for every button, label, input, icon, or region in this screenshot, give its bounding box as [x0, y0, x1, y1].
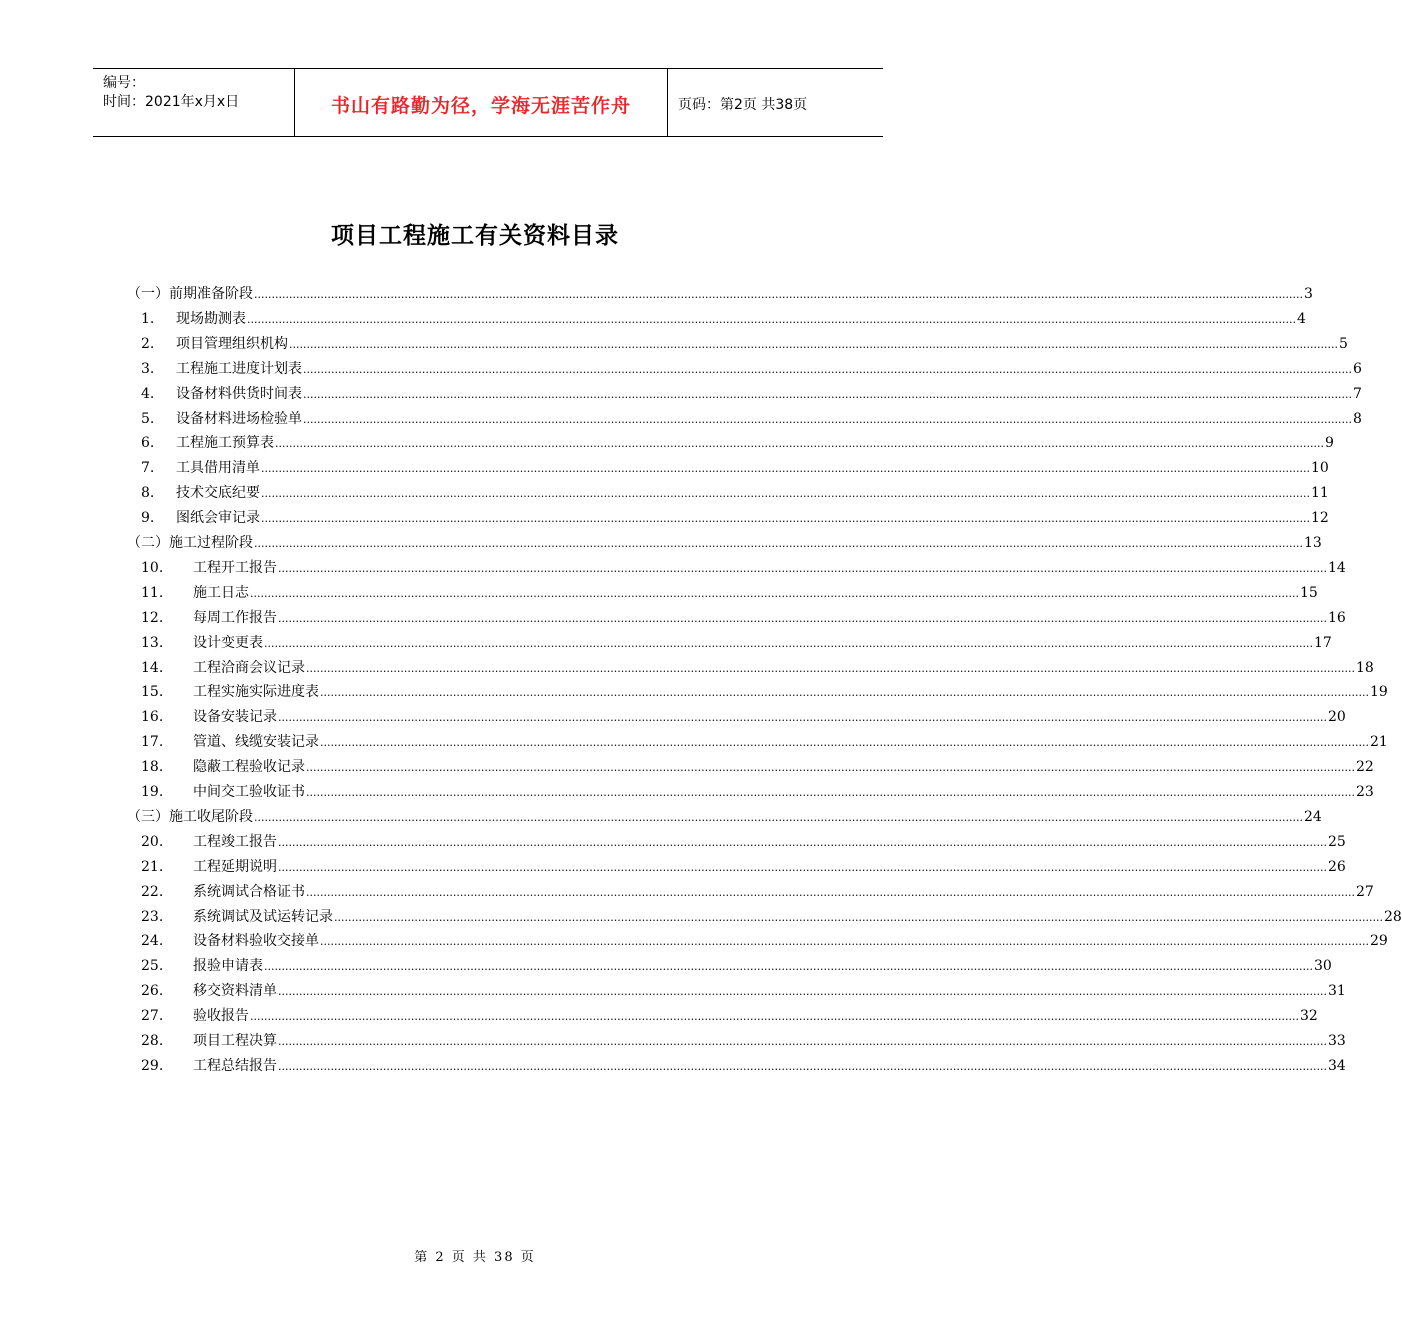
- toc-entry[interactable]: [0, 608, 1346, 632]
- toc-entry-label: 验收报告: [193, 1008, 249, 1025]
- toc-entry-label: 工程洽商会议记录: [193, 659, 305, 676]
- toc-entry-page-number: 5: [1338, 335, 1348, 352]
- toc-entry-line: [193, 956, 1332, 977]
- toc-entry-number: 15.: [141, 684, 164, 701]
- toc-entry[interactable]: [0, 334, 1348, 358]
- toc-entry-number: 13.: [141, 634, 164, 651]
- toc-entry-label: 项目管理组织机构: [176, 335, 288, 352]
- toc-entry-number: 3.: [141, 360, 155, 377]
- toc-entry[interactable]: [0, 284, 1313, 308]
- toc-entry-number: 26.: [141, 983, 164, 1000]
- toc-leader-dots: ............................................................................................................................................................................................................................................................................................................: [303, 412, 1352, 426]
- toc-leader-dots: ............................................................................................................................................................................................................................................................................................................: [264, 636, 1313, 650]
- toc-leader-dots: ............................................................................................................................................................................................................................................................................................................: [278, 561, 1327, 575]
- toc-entry[interactable]: [0, 359, 1362, 383]
- toc-leader-dots: ............................................................................................................................................................................................................................................................................................................: [250, 586, 1299, 600]
- toc-entry-number: 1.: [141, 310, 155, 327]
- toc-entry-label: 工程总结报告: [193, 1057, 277, 1074]
- toc-entry-label: （三）施工收尾阶段: [127, 808, 253, 825]
- toc-entry-label: 技术交底纪要: [176, 485, 260, 502]
- toc-entry-line: [193, 682, 1388, 703]
- toc-leader-dots: ............................................................................................................................................................................................................................................................................................................: [320, 736, 1369, 750]
- toc-entry-label: 工程实施实际进度表: [193, 684, 319, 701]
- toc-entry-number: 14.: [141, 659, 164, 676]
- toc-entry[interactable]: [0, 583, 1318, 607]
- toc-entry-page-number: 24: [1303, 808, 1322, 825]
- toc-entry-number: 9.: [141, 510, 155, 527]
- toc-entry-line: [193, 1031, 1346, 1052]
- toc-entry-number: 12.: [141, 609, 164, 626]
- toc-leader-dots: ............................................................................................................................................................................................................................................................................................................: [278, 835, 1327, 849]
- toc-leader-dots: ............................................................................................................................................................................................................................................................................................................: [264, 960, 1313, 974]
- header-motto: 书山有路勤为径，学海无涯苦作舟: [330, 95, 631, 117]
- header-meta-cell: [93, 69, 295, 136]
- toc-entry-page-number: 25: [1327, 833, 1346, 850]
- toc-leader-dots: ............................................................................................................................................................................................................................................................................................................: [320, 686, 1369, 700]
- page-footer: 第 2 页 共 38 页: [414, 1250, 536, 1265]
- toc-leader-dots: ............................................................................................................................................................................................................................................................................................................: [254, 810, 1303, 824]
- toc-entry-number: 23.: [141, 908, 164, 925]
- toc-entry-number: 24.: [141, 933, 164, 950]
- toc-entry-label: 工程施工进度计划表: [176, 360, 302, 377]
- toc-entry-label: 隐蔽工程验收记录: [193, 759, 305, 776]
- toc-entry-label: 报验申请表: [193, 958, 263, 975]
- toc-entry-page-number: 6: [1352, 360, 1362, 377]
- toc-entry-number: 4.: [141, 385, 155, 402]
- toc-leader-dots: ............................................................................................................................................................................................................................................................................................................: [261, 512, 1310, 526]
- toc-entry-page-number: 28: [1383, 908, 1402, 925]
- toc-leader-dots: ............................................................................................................................................................................................................................................................................................................: [247, 312, 1296, 326]
- toc-entry-line: [193, 907, 1402, 928]
- toc-entry-page-number: 7: [1352, 385, 1362, 402]
- toc-leader-dots: ............................................................................................................................................................................................................................................................................................................: [278, 611, 1327, 625]
- toc-entry-number: 27.: [141, 1008, 164, 1025]
- toc-entry[interactable]: [0, 907, 1402, 931]
- toc-entry-line: [193, 1056, 1346, 1077]
- toc-entry-page-number: 34: [1327, 1057, 1346, 1074]
- toc-entry-page-number: 16: [1327, 609, 1346, 626]
- toc-entry[interactable]: [0, 757, 1374, 781]
- toc-entry-page-number: 3: [1303, 286, 1313, 302]
- toc-entry-line: [176, 309, 1306, 330]
- toc-entry-label: 系统调试合格证书: [193, 883, 305, 900]
- toc-entry-number: 16.: [141, 709, 164, 726]
- toc-entry-line: [193, 707, 1346, 728]
- toc-entry-label: 设备材料进场检验单: [176, 410, 302, 427]
- toc-entry-line: [176, 409, 1362, 430]
- toc-entry-label: 工程竣工报告: [193, 833, 277, 850]
- toc-leader-dots: ............................................................................................................................................................................................................................................................................................................: [275, 437, 1324, 451]
- toc-leader-dots: ............................................................................................................................................................................................................................................................................................................: [278, 711, 1327, 725]
- toc-entry-label: 系统调试及试运转记录: [193, 908, 333, 925]
- toc-entry-number: 2.: [141, 335, 155, 352]
- toc-entry-label: 管道、线缆安装记录: [193, 734, 319, 751]
- toc-entry-line: [176, 433, 1334, 454]
- toc-entry-number: 20.: [141, 833, 164, 850]
- toc-entry-label: 设备材料验收交接单: [193, 933, 319, 950]
- toc-entry-line: [193, 608, 1346, 629]
- toc-entry-number: 7.: [141, 460, 155, 477]
- toc-entry-page-number: 33: [1327, 1033, 1346, 1049]
- toc-entry-line: [193, 757, 1374, 778]
- toc-entry-label: （二）施工过程阶段: [127, 535, 253, 551]
- toc-entry-number: 22.: [141, 883, 164, 900]
- toc-entry-label: 移交资料清单: [193, 983, 277, 1000]
- toc-entry[interactable]: [0, 508, 1329, 532]
- toc-leader-dots: ............................................................................................................................................................................................................................................................................................................: [250, 1010, 1299, 1024]
- toc-entry[interactable]: [0, 981, 1346, 1005]
- toc-entry-number: 6.: [141, 435, 155, 452]
- toc-entry[interactable]: [0, 682, 1388, 706]
- toc-entry-label: 项目工程决算: [193, 1033, 277, 1049]
- toc-entry-line: [193, 931, 1388, 952]
- toc-leader-dots: ............................................................................................................................................................................................................................................................................................................: [278, 985, 1327, 999]
- toc-entry-line: [193, 633, 1332, 654]
- toc-entry[interactable]: [0, 458, 1329, 482]
- toc-entry[interactable]: [0, 483, 1329, 507]
- toc-entry-line: [193, 832, 1346, 853]
- header-page-cell: [668, 69, 883, 136]
- toc-entry-page-number: 8: [1352, 410, 1362, 427]
- toc-entry[interactable]: [0, 1031, 1346, 1055]
- toc-entry-label: 图纸会审记录: [176, 510, 260, 527]
- toc-entry[interactable]: [0, 732, 1388, 756]
- page-header: [93, 68, 883, 137]
- toc-entry[interactable]: [0, 882, 1374, 906]
- toc-entry-number: 5.: [141, 410, 155, 427]
- toc-leader-dots: ............................................................................................................................................................................................................................................................................................................: [278, 1035, 1327, 1048]
- toc-entry-label: 设计变更表: [193, 634, 263, 651]
- toc-entry-page-number: 30: [1313, 958, 1332, 975]
- toc-leader-dots: ............................................................................................................................................................................................................................................................................................................: [278, 860, 1327, 874]
- toc-entry-label: 现场勘测表: [176, 310, 246, 327]
- toc-entry-label: （一）前期准备阶段: [127, 286, 253, 302]
- toc-entry-page-number: 27: [1355, 883, 1374, 900]
- toc-entry-line: [176, 508, 1329, 529]
- toc-leader-dots: ............................................................................................................................................................................................................................................................................................................: [278, 1059, 1327, 1073]
- toc-entry-number: 25.: [141, 958, 164, 975]
- toc-leader-dots: ............................................................................................................................................................................................................................................................................................................: [334, 910, 1383, 924]
- toc-entry-page-number: 15: [1299, 584, 1318, 601]
- toc-entry-number: 19.: [141, 784, 164, 800]
- toc-entry-page-number: 4: [1296, 310, 1306, 327]
- toc-entry-page-number: 23: [1355, 784, 1374, 800]
- toc-entry-line: [176, 458, 1329, 479]
- toc-entry-label: 工程施工预算表: [176, 435, 274, 452]
- toc-entry[interactable]: [0, 658, 1374, 682]
- toc-entry-line: [176, 334, 1348, 355]
- toc-entry-line: [193, 981, 1346, 1002]
- toc-entry[interactable]: [0, 1056, 1346, 1080]
- toc-entry-number: 21.: [141, 858, 164, 875]
- toc-leader-dots: ............................................................................................................................................................................................................................................................................................................: [306, 661, 1355, 675]
- toc-entry[interactable]: [0, 956, 1332, 980]
- toc-entry-label: 设备安装记录: [193, 709, 277, 726]
- toc-entry-page-number: 26: [1327, 858, 1346, 875]
- document-time-label: 时间：2021年x月x日: [103, 94, 240, 110]
- document-title: 项目工程施工有关资料目录: [331, 223, 619, 249]
- toc-entry-line: [193, 732, 1388, 753]
- toc-entry-page-number: 22: [1355, 759, 1374, 776]
- toc-leader-dots: ............................................................................................................................................................................................................................................................................................................: [289, 337, 1338, 351]
- header-page-info: 页码：第2页 共38页: [678, 97, 808, 113]
- toc-entry[interactable]: [0, 1006, 1318, 1030]
- toc-entry-page-number: 18: [1355, 659, 1374, 676]
- toc-entry-page-number: 17: [1313, 634, 1332, 651]
- toc-leader-dots: ............................................................................................................................................................................................................................................................................................................: [261, 462, 1310, 476]
- toc-leader-dots: ............................................................................................................................................................................................................................................................................................................: [306, 761, 1355, 775]
- toc-entry-line: [127, 284, 1313, 305]
- toc-entry[interactable]: [0, 857, 1346, 881]
- toc-entry-line: [193, 857, 1346, 878]
- toc-entry-line: [193, 882, 1374, 903]
- toc-entry-label: 工程开工报告: [193, 559, 277, 576]
- toc-entry-label: 工具借用清单: [176, 460, 260, 477]
- toc-entry[interactable]: [0, 832, 1346, 856]
- toc-entry[interactable]: [0, 807, 1322, 831]
- toc-entry-page-number: 14: [1327, 559, 1346, 576]
- header-motto-cell: [295, 69, 668, 136]
- toc-leader-dots: ............................................................................................................................................................................................................................................................................................................: [261, 487, 1310, 501]
- toc-entry-number: 28.: [141, 1033, 164, 1049]
- toc-entry-page-number: 12: [1310, 510, 1329, 527]
- toc-entry-page-number: 13: [1303, 535, 1322, 551]
- toc-entry[interactable]: [0, 633, 1332, 657]
- toc-entry-page-number: 29: [1369, 933, 1388, 950]
- toc-entry[interactable]: [0, 533, 1322, 557]
- toc-entry-number: 8.: [141, 485, 155, 502]
- toc-leader-dots: ............................................................................................................................................................................................................................................................................................................: [254, 288, 1303, 301]
- toc-entry-page-number: 10: [1310, 460, 1329, 477]
- toc-entry-line: [193, 782, 1374, 803]
- toc-entry-line: [193, 1006, 1318, 1027]
- toc-entry-label: 施工日志: [193, 584, 249, 601]
- toc-leader-dots: ............................................................................................................................................................................................................................................................................................................: [303, 387, 1352, 401]
- toc-entry-label: 每周工作报告: [193, 609, 277, 626]
- toc-entry-line: [176, 483, 1329, 504]
- toc-leader-dots: ............................................................................................................................................................................................................................................................................................................: [254, 537, 1303, 550]
- toc-entry-number: 17.: [141, 734, 164, 751]
- toc-entry-line: [176, 359, 1362, 380]
- toc-entry-number: 10.: [141, 559, 164, 576]
- toc-entry-label: 中间交工验收证书: [193, 784, 305, 800]
- toc-entry-line: [193, 658, 1374, 679]
- toc-leader-dots: ............................................................................................................................................................................................................................................................................................................: [320, 935, 1369, 949]
- toc-entry-number: 11.: [141, 584, 164, 601]
- toc-entry-page-number: 31: [1327, 983, 1346, 1000]
- toc-entry[interactable]: [0, 707, 1346, 731]
- toc-entry-number: 29.: [141, 1057, 164, 1074]
- toc-entry-page-number: 9: [1324, 435, 1334, 452]
- toc-entry[interactable]: [0, 782, 1374, 806]
- toc-entry-label: 工程延期说明: [193, 858, 277, 875]
- toc-entry-label: 设备材料供货时间表: [176, 385, 302, 402]
- toc-entry-line: [127, 807, 1322, 828]
- toc-entry[interactable]: [0, 309, 1306, 333]
- toc-entry-line: [127, 533, 1322, 554]
- toc-entry-line: [193, 583, 1318, 604]
- toc-entry-page-number: 20: [1327, 709, 1346, 726]
- toc-entry-page-number: 11: [1310, 485, 1329, 502]
- toc-leader-dots: ............................................................................................................................................................................................................................................................................................................: [306, 786, 1355, 799]
- toc-leader-dots: ............................................................................................................................................................................................................................................................................................................: [303, 362, 1352, 376]
- toc-leader-dots: ............................................................................................................................................................................................................................................................................................................: [306, 885, 1355, 899]
- toc-entry-page-number: 32: [1299, 1008, 1318, 1025]
- toc-entry-page-number: 21: [1369, 734, 1388, 751]
- toc-entry[interactable]: [0, 384, 1362, 408]
- toc-entry-page-number: 19: [1369, 684, 1388, 701]
- toc-entry[interactable]: [0, 558, 1346, 582]
- toc-entry-line: [193, 558, 1346, 579]
- toc-entry-line: [176, 384, 1362, 405]
- toc-entry[interactable]: [0, 931, 1388, 955]
- toc-entry[interactable]: [0, 409, 1362, 433]
- toc-entry-number: 18.: [141, 759, 164, 776]
- document-number-label: 编号：: [103, 75, 145, 91]
- toc-entry[interactable]: [0, 433, 1334, 457]
